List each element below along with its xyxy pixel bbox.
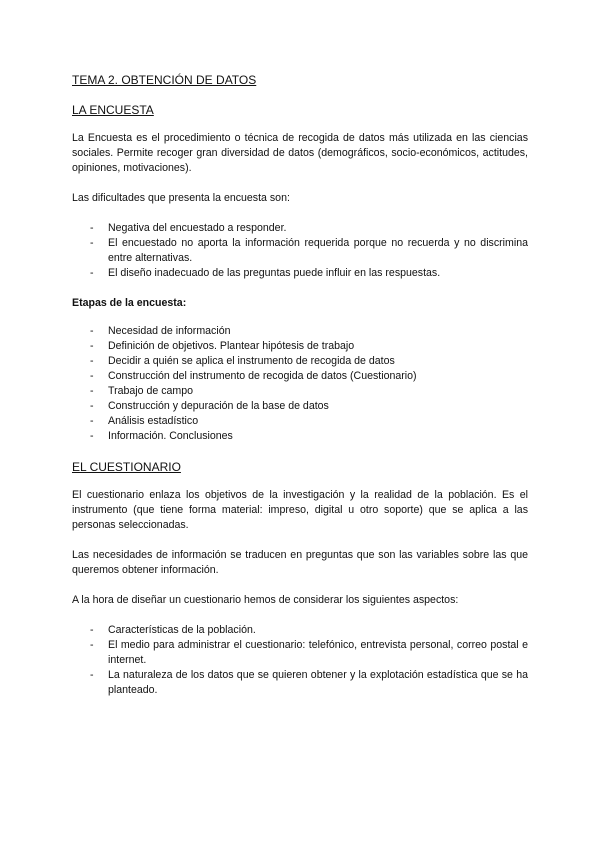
paragraph-aspects-intro: A la hora de diseñar un cuestionario hemos de considerar los siguientes aspectos:	[72, 594, 459, 606]
list-item-text: Trabajo de campo	[108, 385, 193, 397]
list-item-text: El diseño inadecuado de las preguntas puede influir en las respuestas.	[108, 267, 441, 279]
list-item	[72, 236, 528, 266]
list-item-text: Construcción del instrumento de recogida de datos (Cuestionario)	[108, 370, 417, 382]
document-content	[72, 72, 528, 713]
list-item	[72, 414, 528, 429]
list-item-text: La naturaleza de los datos que se quieren obtener y la explotación estadística que se ha planteado.	[108, 669, 528, 696]
list-item-text: Análisis estadístico	[108, 415, 199, 427]
section-heading-cuestionario: EL CUESTIONARIO	[72, 460, 181, 474]
bullet-dash: -	[90, 237, 94, 249]
list-item	[72, 384, 528, 399]
list-item	[72, 339, 528, 354]
list-item-text: Construcción y depuración de la base de datos	[108, 400, 329, 412]
bullet-dash: -	[90, 325, 94, 337]
list-item-text: El medio para administrar el cuestionario: telefónico, entrevista personal, correo postal e internet.	[108, 639, 528, 666]
bullet-dash: -	[90, 400, 94, 412]
list-item	[72, 638, 528, 668]
list-item-text: Decidir a quién se aplica el instrumento de recogida de datos	[108, 355, 395, 367]
list-item-text: Definición de objetivos. Plantear hipótesis de trabajo	[108, 340, 355, 352]
aspects-list	[72, 623, 528, 698]
difficulties-list	[72, 221, 528, 281]
bullet-dash: -	[90, 340, 94, 352]
list-item	[72, 324, 528, 339]
bullet-dash: -	[90, 669, 94, 681]
paragraph-difficulties-intro: Las dificultades que presenta la encuesta son:	[72, 192, 290, 204]
list-item	[72, 266, 528, 281]
bullet-dash: -	[90, 624, 94, 636]
list-item	[72, 221, 528, 236]
bullet-dash: -	[90, 222, 94, 234]
list-item-text: Características de la población.	[108, 624, 256, 636]
paragraph-encuesta-definition: La Encuesta es el procedimiento o técnica de recogida de datos más utilizada en las ciencias sociales. Permite recoger gran diversidad de datos (demográficos, socio-económicos, actitudes, opiniones, motivaciones).	[72, 132, 528, 174]
list-item	[72, 369, 528, 384]
paragraph-cuestionario-definition: El cuestionario enlaza los objetivos de la investigación y la realidad de la población. Es el instrumento (que tiene forma material: impreso, digital u otro soporte) que se aplica a las personas seleccionadas.	[72, 489, 528, 531]
bullet-dash: -	[90, 430, 94, 442]
bullet-dash: -	[90, 385, 94, 397]
list-item-text: Necesidad de información	[108, 325, 231, 337]
bullet-dash: -	[90, 267, 94, 279]
list-item	[72, 399, 528, 414]
section-heading-encuesta: LA ENCUESTA	[72, 103, 154, 117]
list-item-text: El encuestado no aporta la información requerida porque no recuerda y no discrimina entre alternativas.	[108, 237, 528, 264]
list-item	[72, 668, 528, 698]
page-title: TEMA 2. OBTENCIÓN DE DATOS	[72, 73, 257, 87]
list-item	[72, 623, 528, 638]
stages-list	[72, 324, 528, 444]
bullet-dash: -	[90, 415, 94, 427]
paragraph-information-needs: Las necesidades de información se traducen en preguntas que son las variables sobre las que queremos obtener información.	[72, 549, 528, 576]
bullet-dash: -	[90, 355, 94, 367]
list-item-text: Negativa del encuestado a responder.	[108, 222, 287, 234]
stages-title: Etapas de la encuesta:	[72, 297, 187, 309]
bullet-dash: -	[90, 639, 94, 651]
list-item	[72, 429, 528, 444]
list-item	[72, 354, 528, 369]
bullet-dash: -	[90, 370, 94, 382]
list-item-text: Información. Conclusiones	[108, 430, 233, 442]
